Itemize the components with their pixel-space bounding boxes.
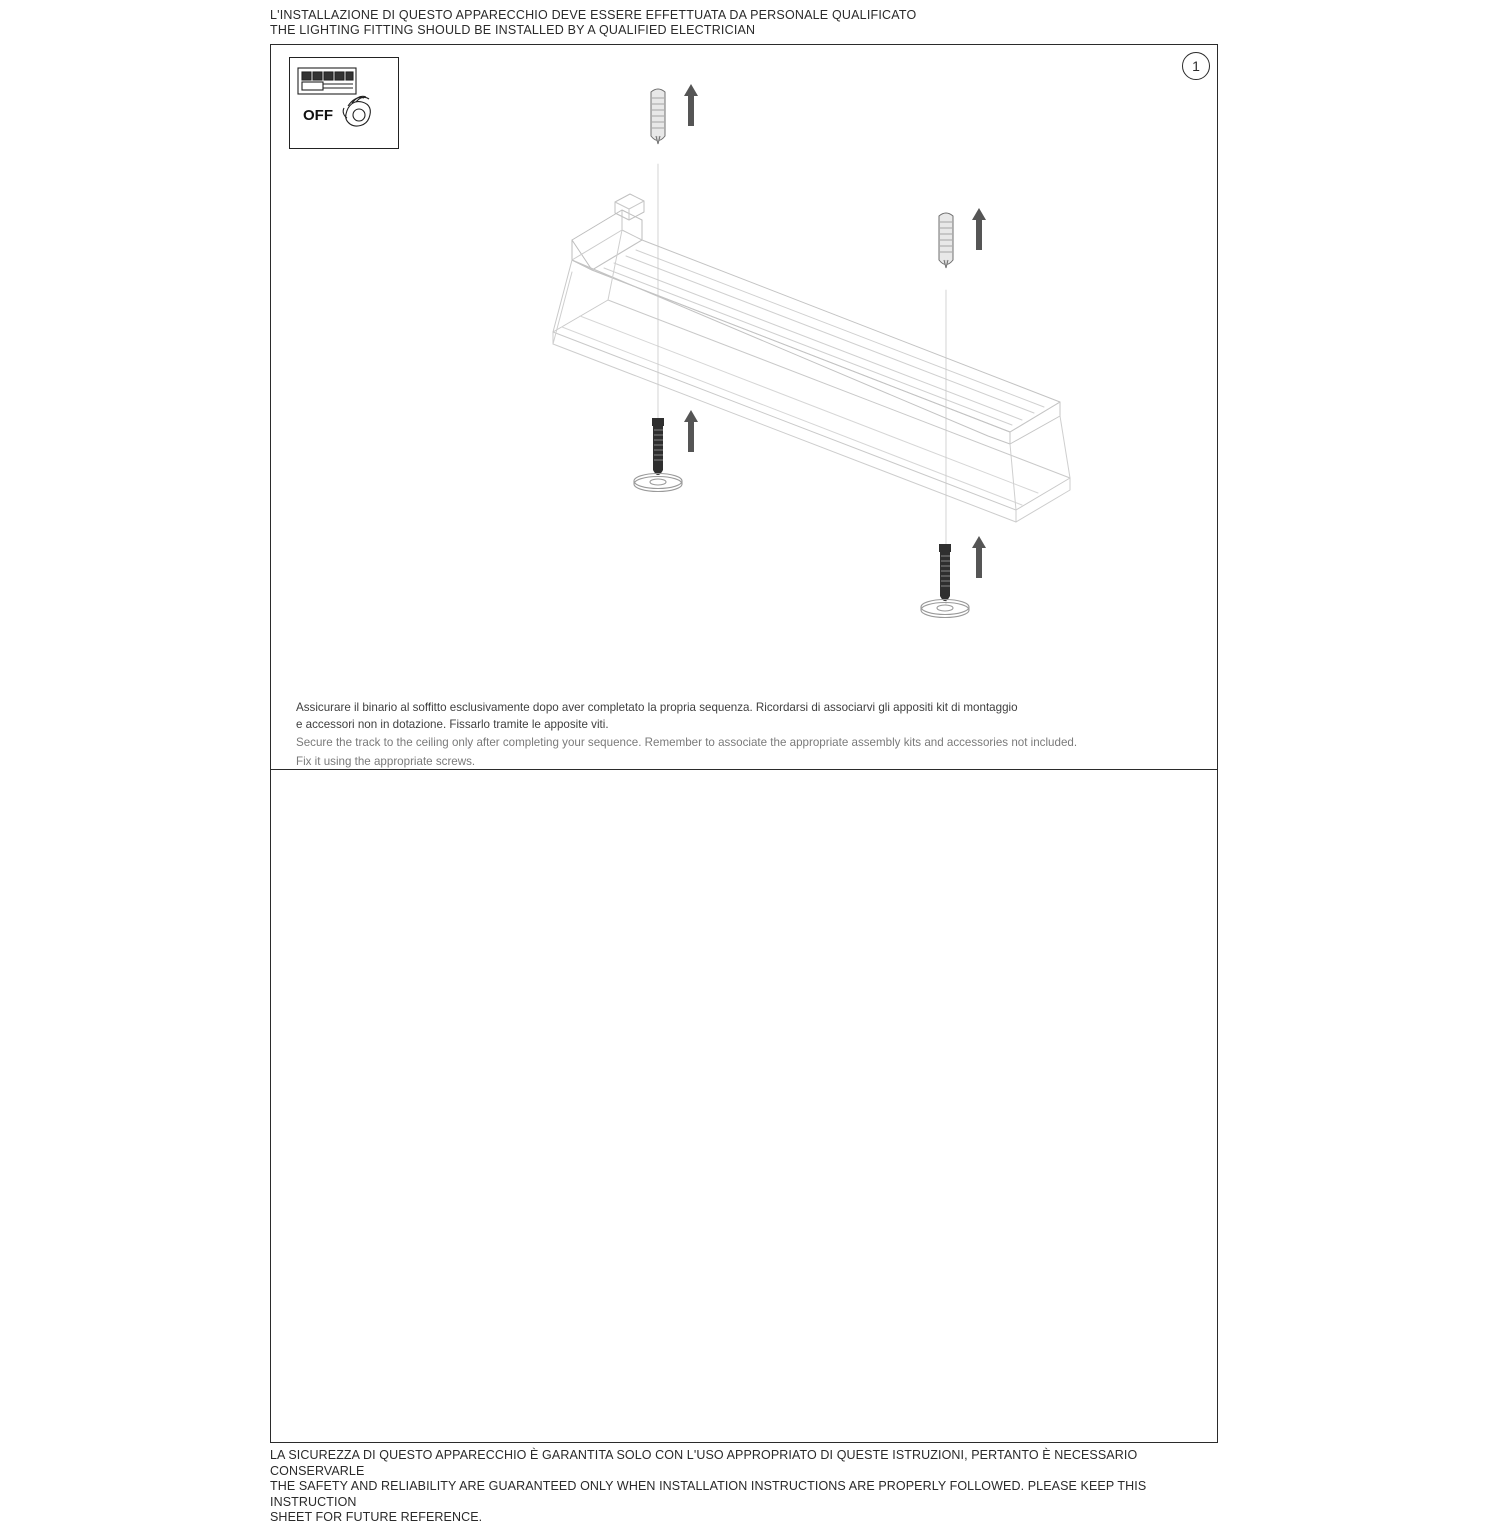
caption-english-line1: Secure the track to the ceiling only after completing your sequence. Remember to associate the appropriate assembly kits and accessories not included. [296, 736, 1078, 749]
header-warning [270, 8, 1270, 38]
svg-text:OFF: OFF [303, 107, 333, 124]
footer-english-line2: SHEET FOR FUTURE REFERENCE. [270, 1510, 483, 1524]
caption-italian-line2: e accessori non in dotazione. Fissarlo tramite le apposite viti. [296, 717, 609, 731]
footer-notice [270, 1448, 1220, 1526]
step-number-label: 1 [1192, 58, 1200, 74]
header-warning-italian: L'INSTALLAZIONE DI QUESTO APPARECCHIO DEVE ESSERE EFFETTUATA DA PERSONALE QUALIFICATO [270, 8, 917, 22]
caption-italian-line1: Assicurare il binario al soffitto esclusivamente dopo aver completato la propria sequenza. Ricordarsi di associarvi gli appositi kit di montaggio [296, 701, 1018, 714]
footer-english-line1: THE SAFETY AND RELIABILITY ARE GUARANTEED ONLY WHEN INSTALLATION INSTRUCTIONS ARE PROPERLY FOLLOWED. PLEASE KEEP THIS INSTRUCTION [270, 1479, 1147, 1509]
track-installation-illustration [270, 44, 1218, 704]
caption-english-line2: Fix it using the appropriate screws. [296, 754, 476, 768]
header-warning-english: THE LIGHTING FITTING SHOULD BE INSTALLED BY A QUALIFIED ELECTRICIAN [270, 23, 756, 37]
footer-italian: LA SICUREZZA DI QUESTO APPARECCHIO È GARANTITA SOLO CON L'USO APPROPRIATO DI QUESTE ISTRUZIONI, PERTANTO È NECESSARIO CONSERVARLE [270, 1448, 1138, 1478]
step-caption [296, 700, 1176, 770]
